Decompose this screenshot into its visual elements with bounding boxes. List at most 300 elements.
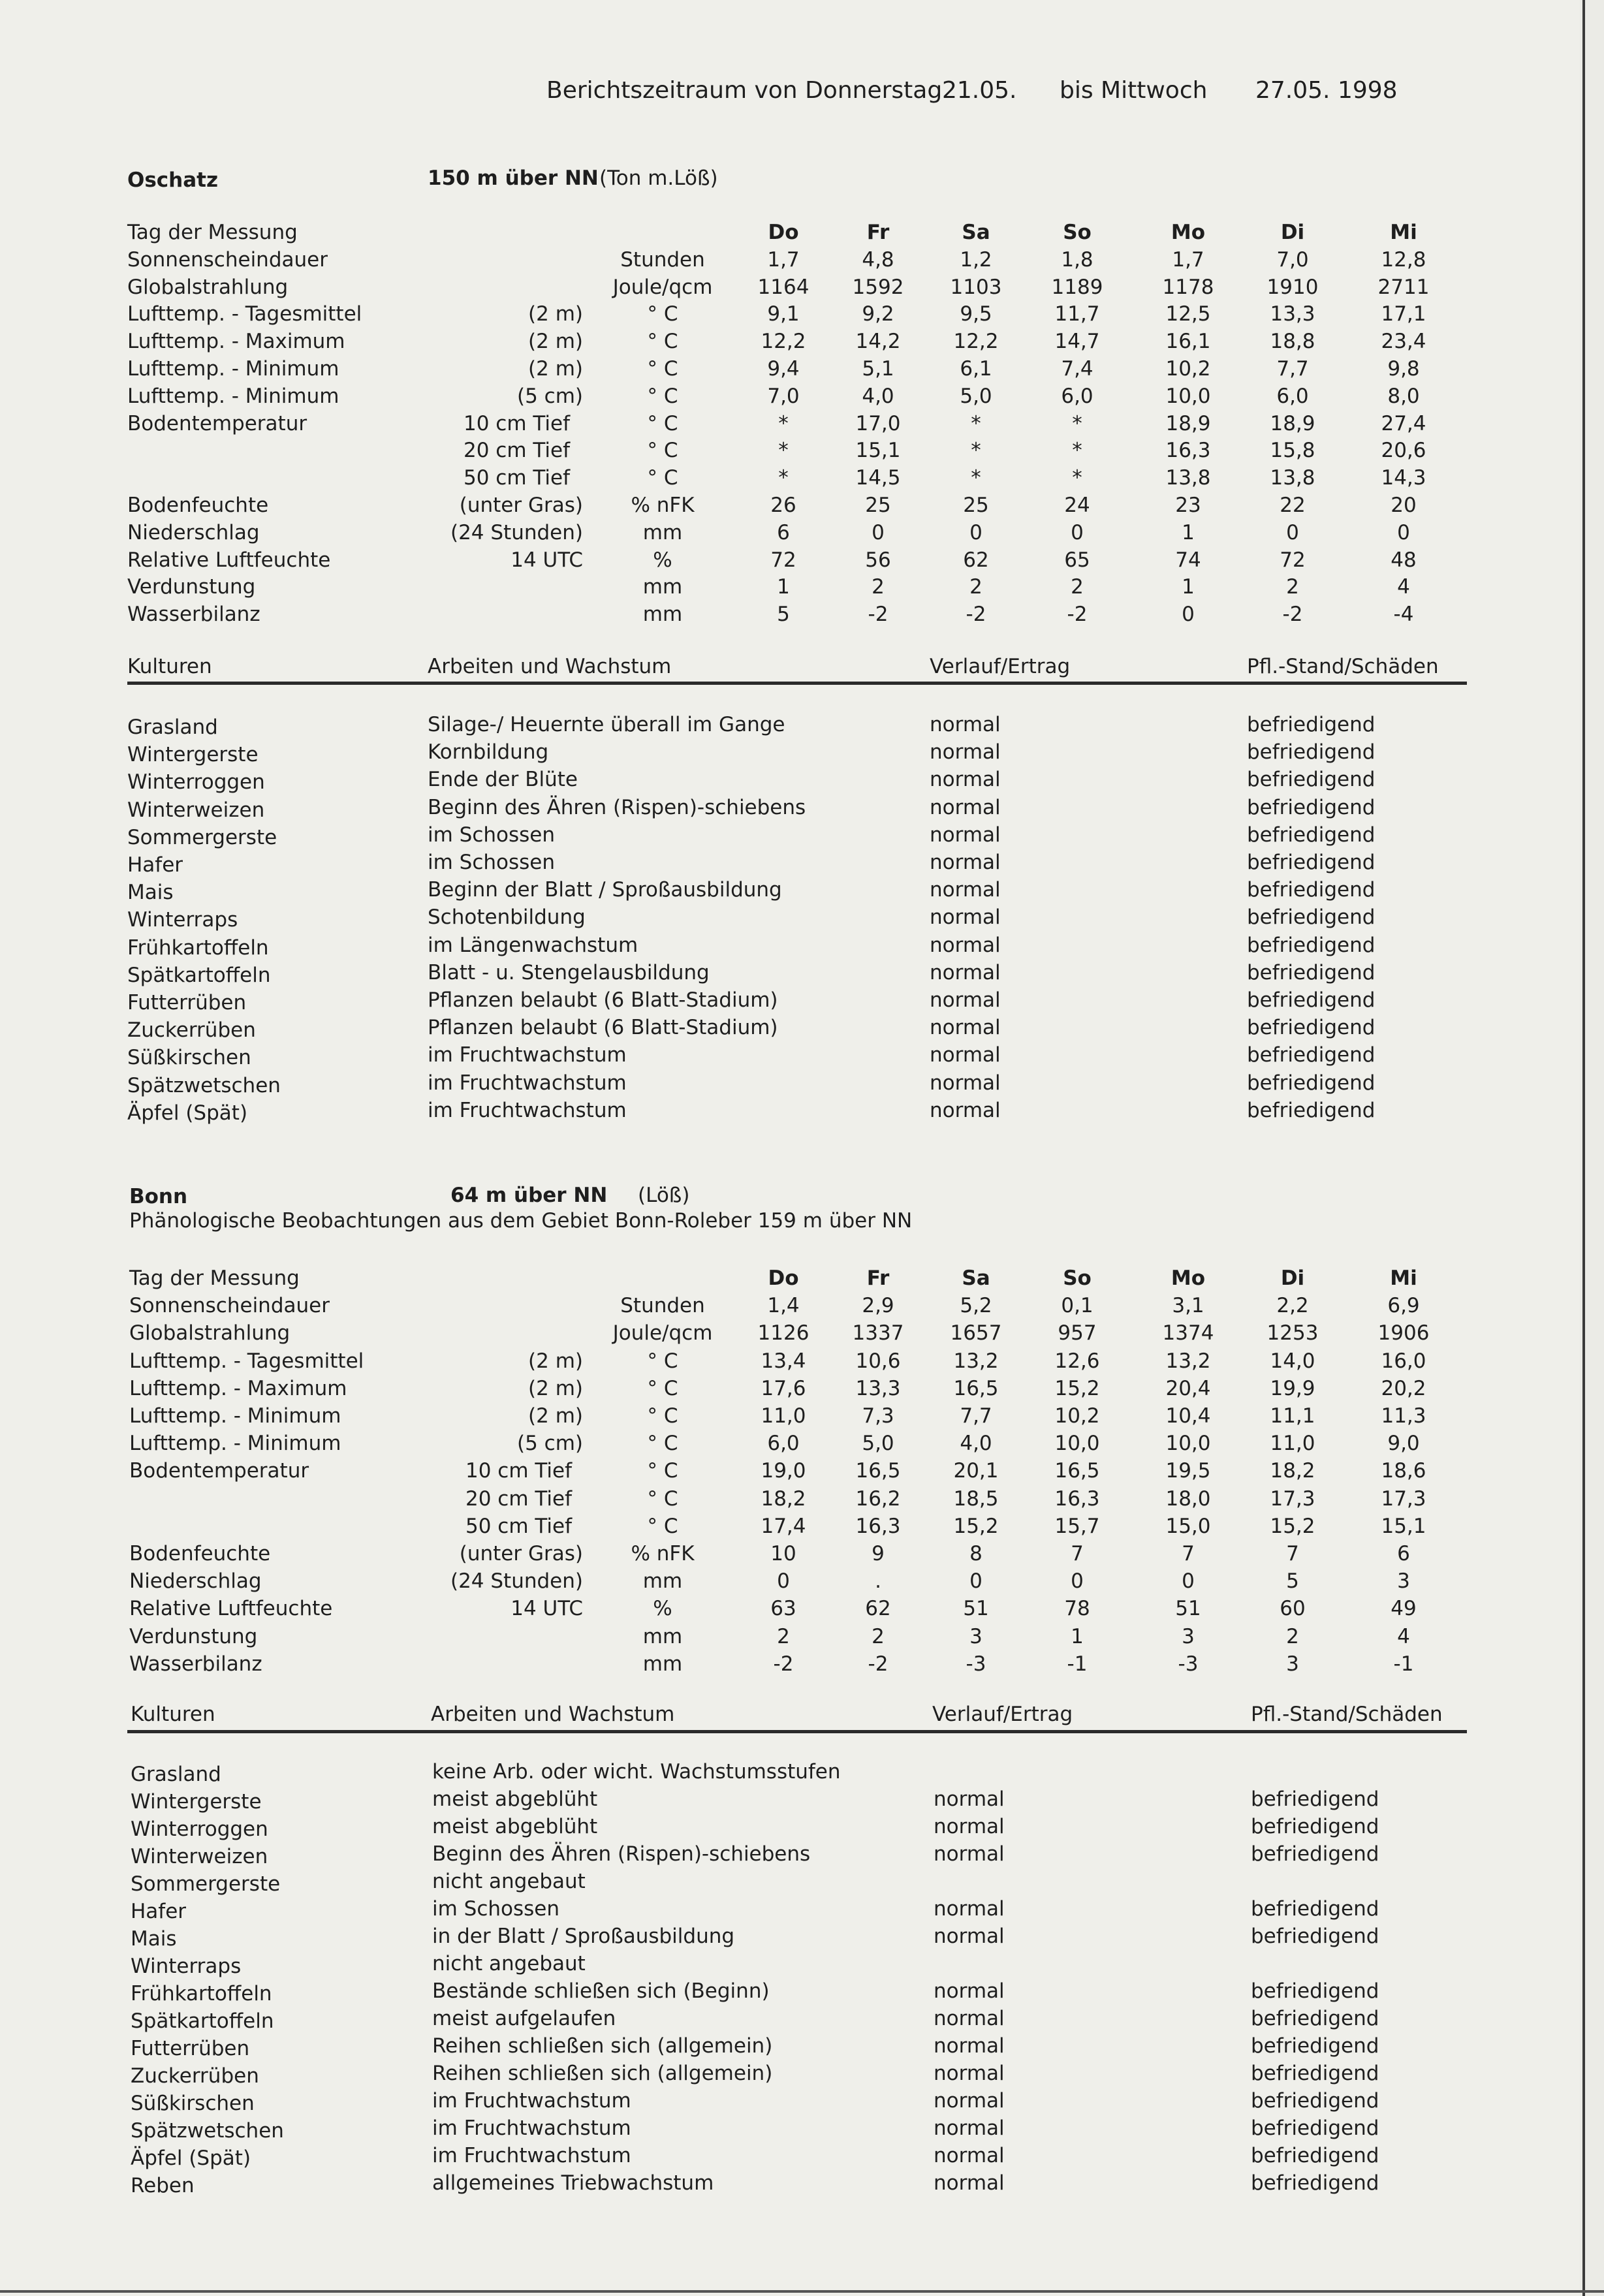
measure-unit: Stunden [620,247,705,272]
measure-value: 0,1 [1061,1294,1093,1318]
measure-value: 1657 [950,1321,1002,1345]
measure-value: 5,1 [862,357,894,381]
measure-value: 26 [770,494,796,517]
measure-value: 18,9 [1165,411,1211,435]
measure-value: 72 [770,548,796,572]
measure-parameter: (24 Stunden) [450,1569,583,1594]
measure-value: -2 [868,1652,888,1676]
measure-value: -2 [966,603,986,627]
crop-course: normal [934,1787,1005,1811]
measure-value: 1164 [757,275,810,299]
measure-value: 27,4 [1381,411,1426,435]
crop-course: normal [934,2062,1005,2085]
measure-value: 23 [1175,494,1201,517]
measurement-row [0,1625,1580,1652]
measure-value: 1,2 [960,247,992,272]
measure-value: * [971,466,981,490]
measure-label: Niederschlag [129,1569,262,1594]
crop-name: Futterrüben [127,991,247,1014]
measure-value: 3 [1286,1652,1299,1676]
measure-value: 6 [777,520,790,544]
measure-value: 18,6 [1381,1459,1426,1483]
measure-label: Lufttemp. - Minimum [129,1432,341,1456]
measure-value: 7,0 [767,384,800,408]
period-end-date: 27.05. 1998 [1255,77,1398,104]
measure-value: -3 [1178,1652,1199,1676]
measure-value: 6,9 [1387,1294,1420,1318]
crop-name: Sommergerste [127,825,277,849]
crop-work: Beginn der Blatt / Sproßausbildung [428,878,782,902]
measure-value: 1,7 [767,247,800,272]
crop-state: befriedigend [1247,905,1376,930]
crop-state: befriedigend [1251,1979,1379,2003]
measure-value: 20,6 [1381,439,1426,463]
phenology-note: Phänologische Beobachtungen aus dem Gebiet Bonn-Roleber 159 m über NN [129,1209,913,1233]
measurement-row [0,1515,1580,1542]
crop-state: befriedigend [1247,1016,1376,1040]
measure-value: -2 [1282,603,1303,627]
measure-value: 12,8 [1381,247,1426,272]
measure-value: * [778,466,789,490]
measure-value: . [875,1569,881,1594]
crop-row [0,2034,1580,2064]
measurement-row [0,1597,1580,1624]
crop-row [0,2144,1580,2174]
day-header: Mi [1390,221,1417,244]
measure-value: 20 [1391,494,1417,517]
measure-value: 15,1 [1381,1514,1426,1538]
crop-name: Frühkartoffeln [127,936,269,960]
day-header: Di [1280,221,1305,244]
measurement-row [0,357,1580,385]
crop-row [0,1787,1580,1817]
measure-value: 12,5 [1165,302,1211,326]
measure-value: 2 [777,1624,790,1648]
measure-value: 2 [1286,1624,1299,1648]
crop-course: normal [930,1098,1001,1122]
measure-label: Lufttemp. - Tagesmittel [129,1349,364,1373]
measure-value: 0 [1071,1569,1084,1594]
measurement-row [0,1349,1580,1377]
measure-value: 1103 [950,275,1002,299]
measure-value: 18,8 [1270,330,1315,354]
measure-value: 19,0 [761,1459,806,1483]
station-elevation: 64 m über NN [450,1184,608,1207]
crop-row [0,933,1580,964]
measure-value: 16,2 [855,1486,901,1511]
measure-value: 17,3 [1270,1486,1315,1511]
measure-value: 6,1 [960,357,992,381]
measurement-row [0,1321,1580,1349]
crop-row [0,795,1580,826]
crop-row [0,1872,1580,1900]
crop-work: Beginn des Ähren (Rispen)-schiebens [432,1842,811,1866]
crop-name: Reben [131,2174,195,2197]
measure-parameter: (2 m) [528,302,583,326]
crop-name: Spätzwetschen [127,1073,281,1097]
measure-value: 1,7 [1172,247,1204,272]
measure-value: 0 [969,1569,983,1594]
measure-value: 74 [1175,548,1201,572]
measure-label: Tag der Messung [127,221,298,244]
measure-depth: 50 cm Tief [465,1514,572,1538]
crop-state: befriedigend [1251,1842,1379,1866]
measure-unit: mm [642,1624,683,1648]
measure-value: 15,0 [1165,1514,1211,1538]
measure-value: 62 [963,548,989,572]
page-edge-right [1582,0,1585,2296]
measure-value: 8,0 [1387,384,1420,408]
crop-row [0,1927,1580,1955]
measurement-row [0,275,1580,303]
measure-label: Bodenfeuchte [127,494,269,517]
crop-row [0,2009,1580,2037]
crop-name: Äpfel (Spät) [131,2147,251,2170]
measure-unit: ° C [647,302,678,326]
measure-value: -2 [773,1652,794,1676]
crop-course: normal [930,740,1001,764]
measurement-row [0,1542,1580,1569]
crop-row [0,2089,1580,2119]
crop-name: Hafer [131,1900,187,1923]
crop-state: befriedigend [1247,713,1376,736]
crop-name: Frühkartoffeln [131,1982,272,2005]
measure-value: 0 [969,520,983,544]
measure-value: 6 [1397,1542,1410,1565]
measure-value: 8 [969,1542,983,1565]
crop-name: Zuckerrüben [127,1018,256,1043]
measure-value: 13,4 [761,1349,806,1373]
station-soil: (Ton m.Löß) [599,166,718,190]
crop-work: im Schossen [432,1897,560,1921]
crop-state: befriedigend [1251,2144,1379,2167]
measure-parameter: 14 UTC [511,548,583,572]
measure-label: Lufttemp. - Maximum [127,330,345,354]
crop-course: normal [934,2116,1005,2140]
crop-work: Reihen schließen sich (allgemein) [432,2062,773,2085]
measure-parameter: (2 m) [528,1349,583,1373]
measure-value: 4,0 [960,1432,992,1456]
measure-value: 20,1 [953,1459,999,1483]
measurement-row [0,330,1580,357]
measure-depth: 50 cm Tief [464,466,570,490]
measure-unit: Stunden [620,1294,705,1318]
measure-value: * [1072,466,1082,490]
crop-state: befriedigend [1247,1098,1376,1122]
measure-value: 2,9 [862,1294,894,1318]
crop-state: befriedigend [1251,2034,1379,2058]
crop-name: Grasland [127,716,218,739]
measure-value: 1 [1182,520,1195,544]
measure-value: 2 [1286,575,1299,599]
crop-course: normal [934,2034,1005,2058]
crop-row [0,1979,1580,2009]
measurement-row [0,1459,1580,1486]
measure-value: 18,0 [1165,1486,1211,1511]
measure-value: 0 [1286,520,1299,544]
measure-label: Niederschlag [127,520,260,544]
measure-value: 1374 [1162,1321,1214,1345]
crop-name: Mais [131,1927,177,1951]
crop-name: Äpfel (Spät) [127,1101,248,1125]
crop-state: befriedigend [1247,933,1376,957]
measure-value: 2,2 [1276,1294,1309,1318]
crop-name: Winterroggen [131,1817,268,1841]
measure-value: 1906 [1377,1321,1430,1345]
crop-state: befriedigend [1251,1925,1379,1948]
measurement-row [0,412,1580,439]
crops-header-rule [127,1730,1467,1733]
crop-name: Hafer [127,853,183,877]
measure-depth: 10 cm Tief [464,411,570,435]
measure-label: Globalstrahlung [129,1321,291,1345]
day-header: Do [768,221,799,244]
measure-label: Bodenfeuchte [129,1542,271,1565]
crops-header-kulturen: Kulturen [131,1703,215,1726]
measurement-row [0,603,1580,630]
measure-label: Lufttemp. - Minimum [127,357,339,381]
measure-value: 9,0 [1387,1432,1420,1456]
measure-value: 7,3 [862,1404,894,1428]
measure-value: 1,8 [1061,247,1093,272]
measure-label: Verdunstung [129,1624,258,1648]
measure-value: -1 [1067,1652,1088,1676]
measure-value: 13,8 [1165,466,1211,490]
measure-value: 3 [1397,1569,1410,1594]
crop-row [0,988,1580,1018]
measure-unit: ° C [647,466,678,490]
measurement-row [0,1569,1580,1597]
crop-row [0,823,1580,853]
measure-value: 3 [1182,1624,1195,1648]
measure-value: 12,2 [953,330,999,354]
measure-value: 16,3 [855,1514,901,1538]
crop-state: befriedigend [1247,1043,1376,1067]
measure-value: 1,4 [767,1294,800,1318]
measure-parameter: (2 m) [528,330,583,354]
crop-course: normal [930,878,1001,902]
crop-course: normal [934,2171,1005,2195]
crop-name: Süßkirschen [131,2092,255,2115]
crop-course: normal [930,851,1001,874]
day-header: Fr [866,1266,890,1290]
measurement-row [0,1432,1580,1459]
day-header: So [1063,1266,1092,1290]
page-edge-bottom [0,2290,1604,2293]
measure-value: 14,7 [1054,330,1100,354]
period-mid-label: bis Mittwoch [1060,77,1208,104]
crop-row [0,905,1580,936]
measure-value: 13,2 [1165,1349,1211,1373]
crop-work: meist aufgelaufen [432,2007,616,2030]
measure-value: 10,2 [1054,1404,1100,1428]
crop-course: normal [934,1842,1005,1866]
measure-value: 10,0 [1165,384,1211,408]
crop-state: befriedigend [1251,1897,1379,1921]
station-elevation: 150 m über NN [428,166,599,190]
crop-state: befriedigend [1251,2062,1379,2085]
measure-value: -4 [1393,603,1414,627]
measure-unit: ° C [647,357,678,381]
crop-work: im Längenwachstum [428,933,638,957]
measure-value: 10 [770,1542,796,1565]
crop-name: Spätzwetschen [131,2119,284,2143]
crop-name: Winterraps [131,1955,242,1978]
measure-value: 1126 [757,1321,810,1345]
measurement-row [0,1487,1580,1515]
measure-parameter: (2 m) [528,357,583,381]
crop-work: im Fruchtwachstum [428,1098,627,1122]
measure-value: 9,2 [862,302,894,326]
measure-value: 5,0 [960,384,992,408]
crop-state: befriedigend [1247,988,1376,1012]
crop-work: meist abgeblüht [432,1815,598,1838]
crop-row [0,770,1580,798]
measurement-row [0,575,1580,603]
measure-value: 12,2 [761,330,806,354]
measure-value: 18,2 [761,1486,806,1511]
crop-course: normal [934,1979,1005,2003]
measure-value: 51 [963,1597,989,1621]
crops-header-kulturen: Kulturen [127,655,212,678]
measure-value: * [778,439,789,463]
measure-value: * [971,411,981,435]
measure-value: 15,2 [1054,1376,1100,1400]
crop-state: befriedigend [1247,960,1376,984]
crop-work: meist abgeblüht [432,1787,598,1811]
measure-value: 17,3 [1381,1486,1426,1511]
crop-state: befriedigend [1251,1787,1379,1811]
measure-value: 3,1 [1172,1294,1204,1318]
crop-work: im Fruchtwachstum [432,2089,631,2113]
crop-row [0,1817,1580,1845]
measure-label: Sonnenscheindauer [129,1294,330,1318]
crop-state: befriedigend [1251,2116,1379,2140]
measurement-row [0,439,1580,466]
measure-value: 16,3 [1054,1486,1100,1511]
measure-value: 4 [1397,1624,1410,1648]
crops-header-verlauf: Verlauf/Ertrag [932,1703,1073,1726]
day-header: Di [1280,1266,1305,1290]
measure-unit: ° C [647,1514,678,1538]
measure-parameter: (unter Gras) [459,1542,583,1565]
crop-row [0,1897,1580,1927]
crop-row [0,1098,1580,1129]
crop-state: befriedigend [1247,878,1376,902]
measure-value: 62 [865,1597,891,1621]
measure-label: Lufttemp. - Minimum [129,1404,341,1428]
measure-value: 4,8 [862,247,894,272]
measure-value: 22 [1280,494,1306,517]
crop-row [0,1952,1580,1982]
measure-value: 7 [1071,1542,1084,1565]
measure-value: 10,6 [855,1349,901,1373]
measure-value: 9,1 [767,302,800,326]
day-header: Sa [962,221,990,244]
measurement-row [0,1404,1580,1432]
measure-value: 15,1 [855,439,901,463]
crop-state: befriedigend [1251,2171,1379,2195]
measure-value: 15,2 [953,1514,999,1538]
measurement-row [0,385,1580,412]
measure-value: * [971,439,981,463]
measure-value: 56 [865,548,891,572]
crop-name: Zuckerrüben [131,2064,259,2088]
measure-value: 25 [963,494,989,517]
measure-value: 7 [1286,1542,1299,1565]
measure-label: Bodentemperatur [127,411,307,435]
measure-unit: % nFK [631,1542,695,1565]
measure-value: 1337 [852,1321,904,1345]
day-header: So [1063,221,1092,244]
measure-value: 4,0 [862,384,894,408]
crop-name: Wintergerste [131,1790,262,1814]
measure-label: Wasserbilanz [129,1652,262,1676]
crop-name: Spätkartoffeln [127,963,271,987]
measurement-row [0,466,1580,494]
measure-value: 19,9 [1270,1376,1315,1400]
measure-depth: 20 cm Tief [464,439,570,463]
measure-value: 15,8 [1270,439,1315,463]
measure-value: 16,5 [855,1459,901,1483]
measure-unit: ° C [647,1486,678,1511]
measure-depth: 20 cm Tief [465,1486,572,1511]
measurement-row [0,302,1580,330]
measure-value: 1910 [1266,275,1319,299]
measure-value: 60 [1280,1597,1306,1621]
measure-value: 65 [1064,548,1090,572]
measure-value: 20,4 [1165,1376,1211,1400]
measure-value: 0 [1397,520,1410,544]
measure-label: Sonnenscheindauer [127,247,328,272]
measure-value: 2 [872,575,885,599]
crop-course: normal [930,988,1001,1012]
crop-state: befriedigend [1251,2089,1379,2113]
measure-parameter: (5 cm) [516,1432,583,1456]
station-name: Oschatz [127,168,219,192]
measure-value: 13,3 [1270,302,1315,326]
measure-unit: ° C [647,411,678,435]
measure-unit: Joule/qcm [612,1321,713,1345]
measure-value: 5 [777,603,790,627]
measure-value: * [1072,439,1082,463]
measure-value: 19,5 [1165,1459,1211,1483]
crop-row [0,960,1580,991]
measure-value: 13,8 [1270,466,1315,490]
crop-name: Spätkartoffeln [131,2009,274,2033]
crop-work: Bestände schließen sich (Beginn) [432,1979,770,2003]
crop-course: normal [930,933,1001,957]
crop-name: Wintergerste [127,743,259,767]
measure-value: 7,4 [1061,357,1093,381]
measure-value: 12,6 [1054,1349,1100,1373]
measure-value: 7,0 [1276,247,1309,272]
measure-value: 10,0 [1165,1432,1211,1456]
measure-value: 957 [1058,1321,1097,1345]
measure-value: 1253 [1266,1321,1319,1345]
crops-header-arbeiten: Arbeiten und Wachstum [428,655,672,678]
measure-value: 11,0 [1270,1432,1315,1456]
measure-value: 9,4 [767,357,800,381]
measure-value: -2 [868,603,888,627]
measurement-row [0,1266,1580,1294]
measure-unit: % [653,1597,672,1621]
measure-value: 18,9 [1270,411,1315,435]
crop-course: normal [930,960,1001,984]
measure-value: 4 [1397,575,1410,599]
crop-work: im Fruchtwachstum [428,1071,627,1095]
crop-row [0,2171,1580,2201]
